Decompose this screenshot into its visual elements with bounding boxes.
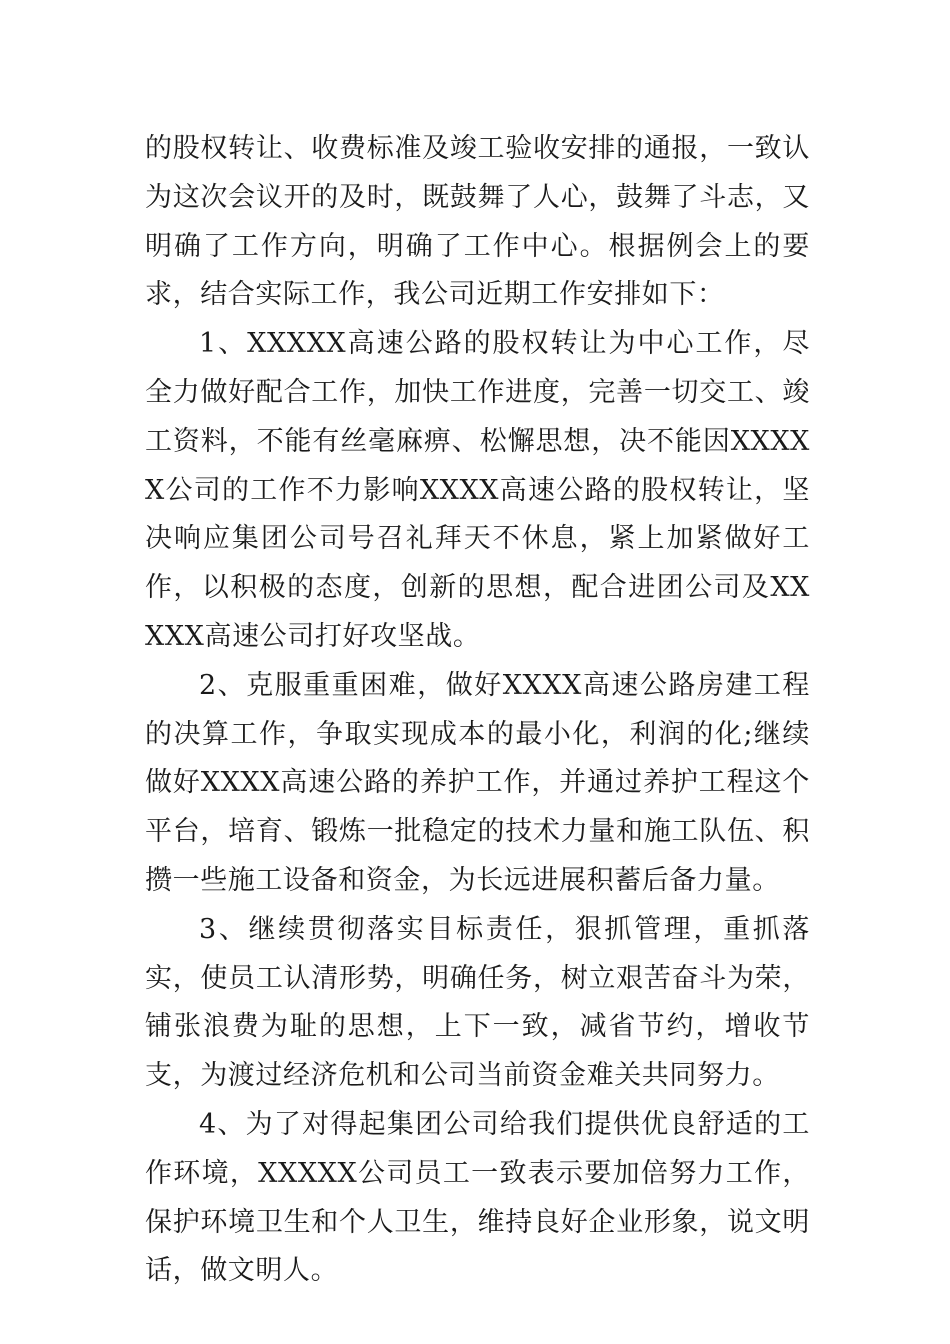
paragraph-item-3: 3、继续贯彻落实目标责任，狠抓管理，重抓落实，使员工认清形势，明确任务，树立艰苦奋斗为荣，铺张浪费为耻的思想，上下一致，减省节约，增收节支，为渡过经济危机和公司当前资金难关共同努力。 — [145, 913, 810, 1092]
paragraph-item-2: 2、克服重重困难，做好XXXX高速公路房建工程的决算工作，争取实现成本的最小化，利润的化;继续做好XXXX高速公路的养护工作，并通过养护工程这个平台，培育、锻炼一批稳定的技术力量和施工队伍、积攒一些施工设备和资金，为长远进展积蓄后备力量。 — [145, 669, 810, 896]
document-body — [145, 125, 810, 1296]
paragraph-continuation: 的股权转让、收费标准及竣工验收安排的通报，一致认为这次会议开的及时，既鼓舞了人心，鼓舞了斗志，又明确了工作方向，明确了工作中心。根据例会上的要求，结合实际工作，我公司近期工作安排如下： — [145, 133, 810, 311]
paragraph-item-1: 1、XXXXX高速公路的股权转让为中心工作，尽全力做好配合工作，加快工作进度，完善一切交工、竣工资料，不能有丝毫麻痹、松懈思想，决不能因XXXXX公司的工作不力影响XXXX高速公路的股权转让，坚决响应集团公司号召礼拜天不休息，紧上加紧做好工作，以积极的态度，创新的思想，配合进团公司及XXXXX高速公司打好攻坚战。 — [145, 328, 810, 652]
paragraph-item-4: 4、为了对得起集团公司给我们提供优良舒适的工作环境，XXXXX公司员工一致表示要加倍努力工作，保护环境卫生和个人卫生，维持良好企业形象，说文明话，做文明人。 — [145, 1108, 810, 1287]
